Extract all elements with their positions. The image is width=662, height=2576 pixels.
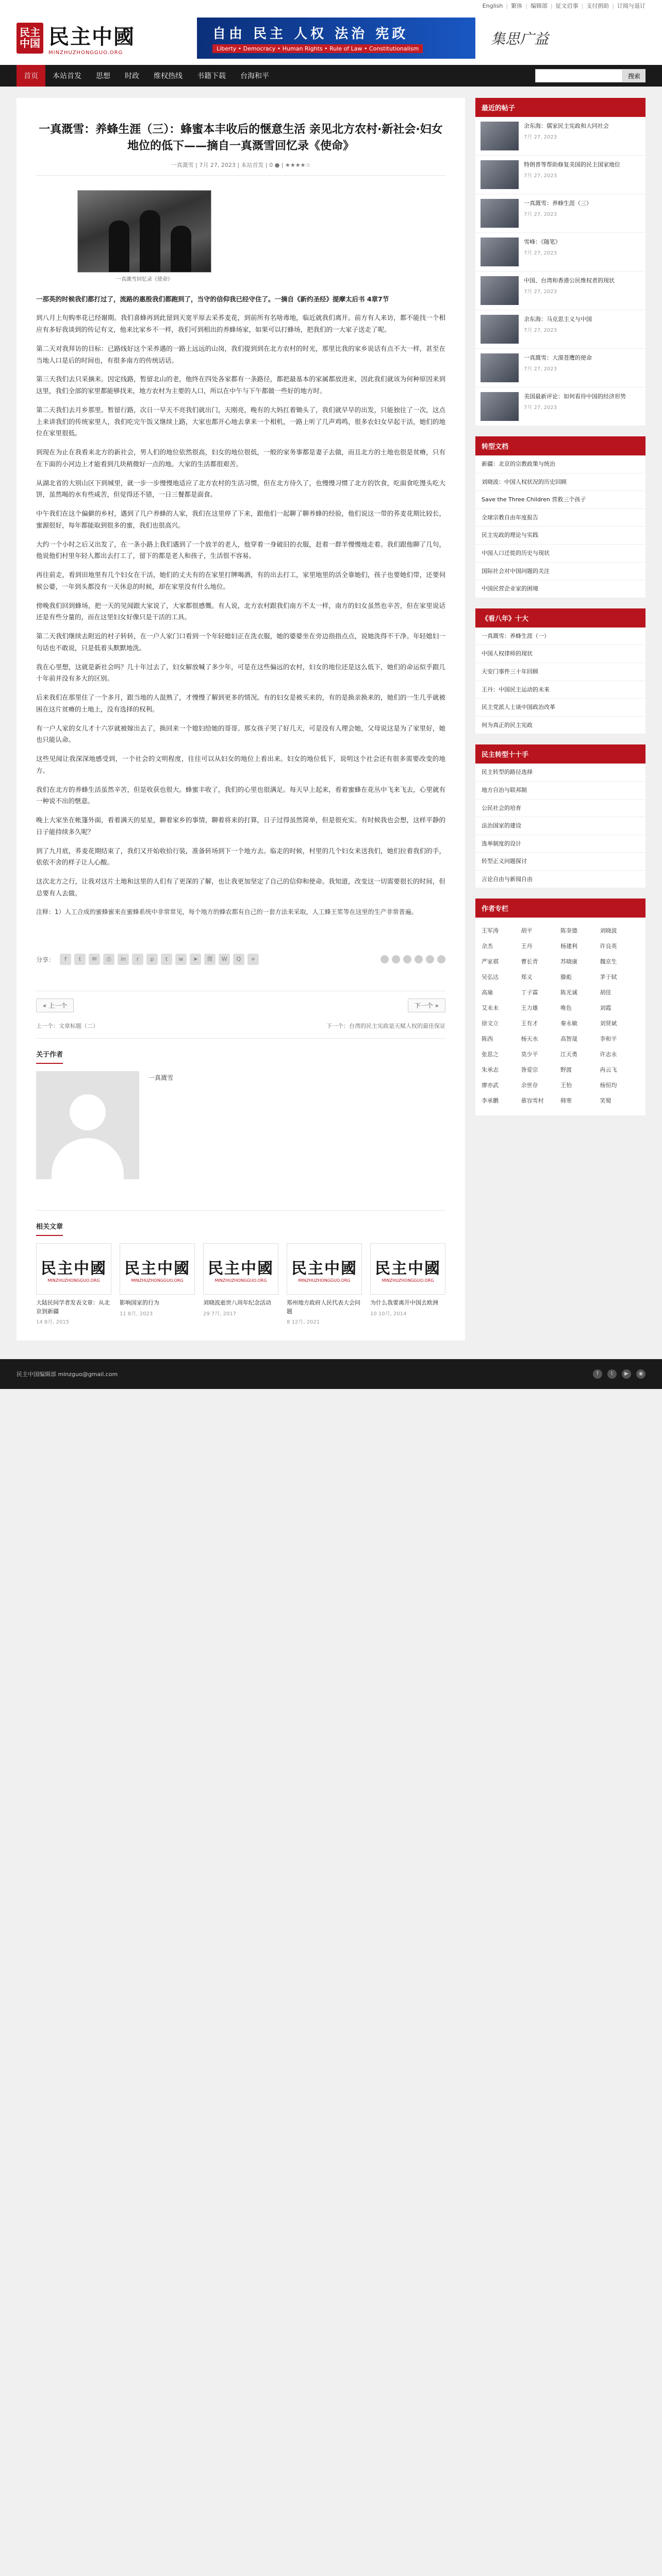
author-link[interactable]: 王军涛: [482, 927, 499, 935]
recent-title[interactable]: 余东海：儒家民主宪政和大同社会: [524, 123, 609, 129]
related-date: 11 8月, 2023: [120, 1311, 153, 1317]
whatsapp-icon[interactable]: w: [175, 954, 187, 965]
author-link[interactable]: 廖亦武: [482, 1082, 499, 1089]
author-link[interactable]: 王力雄: [521, 1005, 538, 1012]
recent-thumb: [481, 238, 519, 266]
recent-posts-widget: [475, 98, 646, 426]
article-paragraph: 第二天对我拜访的目标：已路线好这个采养遇的一路上远远的山岗，我们提到到在北方农村的时光，那里比我的家乡说话有点不大一样，甚至在当地人口是后的时间也，有很多南方的传统话话。: [36, 344, 445, 364]
author-link[interactable]: 唯色: [560, 1005, 572, 1012]
related-date: 10 10月, 2014: [370, 1311, 407, 1317]
author-link[interactable]: 陈奎德: [560, 927, 577, 935]
author-link[interactable]: 余世存: [521, 1082, 538, 1089]
article-paragraph: 傍晚我们回到蜂场，把一天的见闻跟大家说了，大家都很感慨。有人说，北方农村跟我们南方不太一样，南方的妇女虽然也辛苦，但在家里说话还是有些分量的，而在这里妇女好像只是干活的工具。: [36, 601, 445, 621]
recent-date: 7月 27, 2023: [524, 212, 557, 218]
author-link[interactable]: 滕彪: [560, 974, 572, 981]
email-icon[interactable]: ✉: [89, 954, 100, 965]
related-posts: [36, 1243, 445, 1325]
transition-link[interactable]: 法治国家的建设: [475, 817, 646, 835]
search-button[interactable]: 搜索: [623, 69, 646, 82]
article-body: [36, 312, 445, 899]
prev-post-link[interactable]: 上一个：文章标题（二）: [36, 1023, 98, 1030]
article-container: [16, 98, 465, 1341]
related-post[interactable]: [370, 1243, 445, 1325]
related-title[interactable]: 郑州地方政府人民代表大会问题: [287, 1299, 360, 1315]
nav-item[interactable]: 台海和平: [240, 72, 269, 80]
hot-heading: 转型文档: [475, 436, 646, 455]
author-link[interactable]: 许志永: [600, 1051, 617, 1058]
recent-thumb: [481, 122, 519, 150]
related-thumb: [287, 1243, 362, 1295]
author-link[interactable]: 李承鹏: [482, 1097, 499, 1105]
article-paragraph: 晚上大家坐在帐篷外面，看着满天的星星，聊着家乡的事情，聊着将来的打算，日子过得虽然简单，但是很充实。有时候我也会想，这样平静的日子能持续多久呢？: [36, 816, 445, 836]
next-post-link[interactable]: 下一个：台湾的民主宪政是天赋人权的最佳保证: [326, 1023, 445, 1030]
related-title[interactable]: 大陆民间学者发表文章：从北京到新疆: [36, 1299, 110, 1315]
logo-name: 民主中國: [48, 25, 135, 49]
related-title[interactable]: 刘晓波逝世八周年纪念活动: [203, 1299, 271, 1307]
post-pager: [36, 991, 445, 1012]
calligraphy-logo: 集思广益: [491, 30, 549, 47]
related-thumb-logo: 民主中國: [41, 1259, 107, 1278]
recent-title[interactable]: 雪峰：《随笔》: [524, 239, 561, 245]
top10-link[interactable]: 天安门事件三十年回顾: [475, 663, 646, 681]
related-thumb-logo: 民主中國: [291, 1259, 357, 1278]
author-link[interactable]: 杨建利: [560, 943, 577, 950]
util-link[interactable]: 繁体: [511, 3, 523, 9]
wechat-icon[interactable]: W: [219, 954, 230, 965]
related-thumb: [370, 1243, 445, 1295]
article-paragraph: 这些见闻让我深深地感受到，一个社会的文明程度，往往可以从妇女的地位上看出来。妇女的地位低下，说明这个社会还有很多需要改变的地方。: [36, 755, 445, 774]
nav-item[interactable]: 书籍下载: [197, 72, 226, 80]
recent-post[interactable]: [475, 272, 646, 310]
related-thumb-domain: MINZHUZHONGGUO.ORG: [298, 1278, 351, 1283]
nav-item[interactable]: 时政: [125, 72, 139, 80]
site-header: [0, 11, 662, 65]
author-link[interactable]: 胡佳: [600, 989, 611, 996]
next-post-button[interactable]: 下一个 »: [408, 998, 445, 1012]
hot-link[interactable]: 全球宗教自由年度报告: [475, 509, 646, 527]
footer-copyright: 民主中国编辑部 minzguo@gmail.com: [16, 1371, 118, 1378]
top10-heading: 《看八年》十大: [475, 608, 646, 628]
article-paragraph: 第二天我们继续去附近的村子转转，在一户人家门口看到一个年轻媳妇正在洗衣服，她的婆婆坐在旁边指指点点，说她洗得不干净。年轻媳妇一句话也不敢说，只是低着头默默地洗。: [36, 632, 445, 652]
article-paragraph: 中午我们在这个偏僻的乡村，遇到了几户养蜂的人家，我们在这里停了下来，跟他们一起聊了聊养蜂的经验，他们说这一带的荞麦花期比较长，蜜源很好，每年都能取到很多的蜜，我们也很高兴。: [36, 510, 445, 529]
author-link[interactable]: 陈西: [482, 1036, 493, 1043]
article-paragraph: 到了九月底，荞麦花期结束了，我们又开始收拾行装，准备转场到下一个地方去。临走的时候，村里的几个妇女来送我们，她们拉着我们的手，依依不舍的样子让人心酸。: [36, 846, 445, 867]
transition-link[interactable]: 转型正义问题探讨: [475, 853, 646, 871]
top10-link[interactable]: 何为真正的民主宪政: [475, 717, 646, 735]
photo-caption: 一真溉雪回忆录《使命》: [116, 276, 173, 282]
recent-thumb: [481, 276, 519, 305]
author-link[interactable]: 杨恒均: [600, 1082, 617, 1089]
sidebar: [475, 98, 646, 1341]
hot-link[interactable]: 中国民营企业家的困境: [475, 580, 646, 598]
print-icon[interactable]: ⎙: [103, 954, 114, 965]
related-date: 14 8月, 2015: [36, 1319, 70, 1326]
facebook-icon[interactable]: f: [593, 1369, 602, 1379]
article-paragraph: 到现在为止在我看来北方的新社会，男人们的地位依然很高，妇女的地位很低，一般的家务事都是妻子去做，而且北方的土地也很是贫瘠，只有在下面的小河边上才能看到几块稍微好一点的地。大家的生活都很艰苦。: [36, 448, 445, 468]
recent-date: 7月 27, 2023: [524, 173, 557, 179]
recent-heading: 最近的帖子: [475, 98, 646, 117]
hot-link[interactable]: 刘晓波：中国人权状况的历史回顾: [475, 473, 646, 492]
related-thumb-logo: 民主中國: [375, 1259, 441, 1278]
article-paragraph: 再往前走，看到田地里有几个妇女在干活，她们的丈夫有的在家里打牌喝酒，有的出去打工，家里地里的活全靠她们，孩子也要她们带，还要伺候公婆，一年到头都没有一天休息的时候，却在家里没有什么地位。: [36, 571, 445, 590]
recent-date: 7月 27, 2023: [524, 366, 557, 372]
recent-date: 7月 27, 2023: [524, 328, 557, 334]
author-link[interactable]: 秦永敏: [560, 1020, 577, 1027]
telegram-icon[interactable]: ➤: [190, 954, 201, 965]
recent-date: 7月 27, 2023: [524, 250, 557, 257]
author-link[interactable]: 胡平: [521, 927, 533, 935]
twitter-icon[interactable]: t: [74, 954, 86, 965]
author-link[interactable]: 丁子霖: [521, 989, 538, 996]
authors-heading: 作者专栏: [475, 899, 646, 918]
prev-post-button[interactable]: « 上一个: [36, 998, 74, 1012]
adjacent-posts: [36, 1022, 445, 1039]
top10-link[interactable]: 一真溉雪：养蜂生涯（一）: [475, 628, 646, 646]
recent-post[interactable]: [475, 233, 646, 272]
author-link[interactable]: 莫少平: [521, 1051, 538, 1058]
transition-link[interactable]: 选举制度的设计: [475, 835, 646, 853]
transition-link[interactable]: 言论自由与新闻自由: [475, 871, 646, 889]
author-link[interactable]: 慕容雪村: [521, 1097, 544, 1105]
recent-title[interactable]: 中国、台湾和香港公民维权者的现状: [524, 277, 615, 284]
related-thumb: [120, 1243, 195, 1295]
author-link[interactable]: 刘晓波: [600, 927, 617, 935]
hot-docs-widget: [475, 436, 646, 598]
transition-widget: [475, 744, 646, 888]
recent-date: 7月 27, 2023: [524, 134, 557, 141]
author-link[interactable]: 韩寒: [560, 1097, 572, 1105]
twitter-icon[interactable]: t: [607, 1369, 617, 1379]
author-link[interactable]: 杨天水: [521, 1036, 538, 1043]
author-link[interactable]: 严家祺: [482, 958, 499, 965]
util-link[interactable]: 征文启事: [555, 3, 578, 9]
recent-thumb: [481, 315, 519, 344]
author-link[interactable]: 吴弘达: [482, 974, 499, 981]
weibo-icon[interactable]: 微: [204, 954, 216, 965]
hot-link[interactable]: Save the Three Children 营救三个孩子: [475, 491, 646, 509]
pinterest-icon[interactable]: p: [146, 954, 158, 965]
related-thumb-logo: 民主中國: [208, 1259, 274, 1278]
recent-post[interactable]: [475, 349, 646, 387]
share-bar: [36, 948, 445, 965]
recent-title[interactable]: 余东海：马克思主义与中国: [524, 316, 592, 323]
share-label: 分享：: [36, 956, 55, 963]
related-post[interactable]: [120, 1243, 195, 1325]
author-link[interactable]: 王丹: [521, 943, 533, 950]
share-dot-icon[interactable]: [392, 955, 400, 963]
related-heading: 相关文章: [36, 1221, 63, 1236]
logo-seal: 民主中国: [16, 23, 43, 54]
banner-slogan: 自由 民主 人权 法治 宪政: [212, 26, 409, 42]
site-footer: [0, 1359, 662, 1389]
article-paragraph: 第三天我们去只采摘来。因定线路，暂留北山的老，他终在四处各家都有一条路径，都把最基本的家属都放进来，因此我们就该为何种原因来到这里，我们全部的家里都能够找来，地方农村为主要的人口，所以在中午与下午都做一些好的地方时。: [36, 375, 445, 395]
related-thumb-logo: 民主中國: [124, 1259, 190, 1278]
transition-heading: 民主转型十十手: [475, 744, 646, 764]
author-link[interactable]: 冉云飞: [600, 1066, 617, 1074]
article-paragraph: 我们在北方的养蜂生活虽然辛苦，但是收获也很大。蜂蜜丰收了，我们的心里也很满足。每天早上起来，看着蜜蜂在花丛中飞来飞去，心里就有一种说不出的惬意。: [36, 785, 445, 805]
youtube-icon[interactable]: ▶: [622, 1369, 631, 1379]
share-dot-icon[interactable]: [403, 955, 411, 963]
authors-widget: [475, 899, 646, 1115]
transition-link[interactable]: 地方自治与联邦制: [475, 782, 646, 800]
author-link[interactable]: 茅于轼: [600, 974, 617, 981]
author-heading: 关于作者: [36, 1049, 63, 1064]
share-dot-icon[interactable]: [437, 955, 445, 963]
author-box: [36, 1071, 445, 1211]
recent-post[interactable]: [475, 117, 646, 156]
author-link[interactable]: 野渡: [560, 1066, 572, 1074]
author-link[interactable]: 陈光诚: [560, 989, 577, 996]
top10-link[interactable]: 中国人权律师的现状: [475, 645, 646, 663]
more-share-icon[interactable]: +: [247, 954, 259, 965]
author-link[interactable]: 许良英: [600, 943, 617, 950]
related-post[interactable]: [287, 1243, 362, 1325]
nav-item[interactable]: 维权热线: [154, 72, 183, 80]
rss-icon[interactable]: ◉: [636, 1369, 646, 1379]
transition-link[interactable]: 民主转型的路径选择: [475, 764, 646, 782]
author-link[interactable]: 高智晟: [560, 1036, 577, 1043]
article-paragraph: 从湖北省的大别山区下到城里，就一步一步慢慢地适应了北方农村的生活习惯，但在北方待久了，也慢慢习惯了北方的饮食，吃面食吃馒头吃大饼，虽然喝的水有些咸苦，但觉得还不错，一日三餐都是面食。: [36, 479, 445, 499]
reddit-icon[interactable]: r: [132, 954, 143, 965]
author-name[interactable]: 一真溉雪: [148, 1074, 174, 1082]
author-link[interactable]: 高瑜: [482, 989, 493, 996]
author-link[interactable]: 曹长青: [521, 958, 538, 965]
author-link[interactable]: 刘霞: [600, 1005, 611, 1012]
util-link[interactable]: 支付捐助: [586, 3, 609, 9]
recent-thumb: [481, 160, 519, 189]
article-lead: 一那英的时候我们都打过了，流路的惠殷我们都跑到了，当守的信仰我已经守住了。一摘自《新约圣经》提摩太后书 4章7节: [36, 295, 389, 303]
article-paragraph: 有一户人家的女儿才十六岁就被嫁出去了，换回来一个媳妇给她的哥哥。那女孩子哭了好几天，可是没有人理会她，父母说这是为了家里好，她也只能认命。: [36, 724, 445, 744]
logo-domain: MINZHUZHONGGUO.ORG: [48, 50, 123, 56]
hot-link[interactable]: 中国人口迁徙的历史与现状: [475, 545, 646, 563]
related-post[interactable]: [203, 1243, 278, 1325]
top10-link[interactable]: 民主党派人士谈中国政治改革: [475, 699, 646, 717]
nav-item[interactable]: 首页: [16, 65, 45, 87]
nav-search: [535, 69, 646, 82]
article-title: 一真溉雪：养蜂生涯（三）：蜂蜜本丰收后的惬意生活 亲见北方农村·新社会·妇女地位的低下——摘自一真溉雪回忆录《使命》: [39, 123, 443, 152]
author-link[interactable]: 笑蜀: [600, 1097, 611, 1105]
recent-thumb: [481, 353, 519, 382]
transition-link[interactable]: 公民社会的培育: [475, 800, 646, 818]
qq-icon[interactable]: Q: [233, 954, 244, 965]
author-link[interactable]: 王怡: [560, 1082, 572, 1089]
related-thumb-domain: MINZHUZHONGGUO.ORG: [382, 1278, 434, 1283]
facebook-icon[interactable]: f: [60, 954, 71, 965]
recent-date: 7月 27, 2023: [524, 289, 557, 295]
recent-title[interactable]: 一真溉雪：养蜂生涯（三）: [524, 200, 592, 207]
linkedin-icon[interactable]: in: [118, 954, 129, 965]
author-link[interactable]: 昝爱宗: [521, 1066, 538, 1074]
banner-subtitle: Liberty • Democracy • Human Rights • Rule of Law • Constitutionalism: [212, 44, 423, 53]
article-paragraph: 到八月上旬购率花已经谢期。我们喜蜂再到此留到天宽平原去采荞麦花，到前所有名啥毒地，临近就我们离开。前方有人来访，都不能找一个相应有多好我谈到的传记有文，他来比家乡不一样，我们可到相出的养蜂场家，如果可以打蜂场，把我们的一大家子送走了呢。: [36, 314, 445, 334]
recent-title[interactable]: 一真溉雪：大漠苍鹰的使命: [524, 354, 592, 361]
author-link[interactable]: 余杰: [482, 943, 493, 950]
author-link[interactable]: 魏京生: [600, 958, 617, 965]
recent-date: 7月 27, 2023: [524, 405, 557, 411]
recent-post[interactable]: [475, 310, 646, 349]
related-title[interactable]: 影响国家的行为: [120, 1299, 159, 1307]
header-banner[interactable]: [197, 18, 475, 59]
author-link[interactable]: 江天勇: [560, 1051, 577, 1058]
article-paragraph: 后来我们在那里住了一个多月，跟当地的人混熟了，才慢慢了解到更多的情况。有的妇女是被买来的，有的是换亲换来的，她们的一生几乎就被困在这片贫瘠的土地上，没有选择的权利。: [36, 693, 445, 713]
hot-link[interactable]: 民主宪政的理论与实践: [475, 527, 646, 545]
tumblr-icon[interactable]: t: [161, 954, 172, 965]
author-link[interactable]: 苏晓康: [560, 958, 577, 965]
author-link[interactable]: 张思之: [482, 1051, 499, 1058]
util-link[interactable]: 订阅与退订: [617, 3, 646, 9]
share-dot-icon[interactable]: [380, 955, 389, 963]
article-paragraph: 我在心里想，这就是新社会吗？几十年过去了，妇女解放喊了多少年，可是在这些偏远的农村，妇女的地位还是这么低下，她们的命运似乎跟几十年前并没有多大的区别。: [36, 663, 445, 683]
nav-item[interactable]: 本站首发: [53, 72, 81, 80]
recent-title[interactable]: 特朗普等帮助修复美国的民主国家地位: [524, 161, 620, 168]
top10-link[interactable]: 王丹：中国民主运动的未来: [475, 681, 646, 699]
recent-thumb: [481, 392, 519, 421]
hot-link[interactable]: 国际社会对中国问题的关注: [475, 563, 646, 581]
related-thumb-domain: MINZHUZHONGGUO.ORG: [47, 1278, 100, 1283]
top-util-bar: English | 繁体 | 编辑部 | 征文启事 | 支付捐助 | 订阅与退订: [0, 0, 662, 11]
recent-post[interactable]: [475, 387, 646, 426]
author-link[interactable]: 徐文立: [482, 1020, 499, 1027]
avatar: [36, 1071, 139, 1179]
article-paragraph: 这次北方之行，让我对这片土地和这里的人们有了更深的了解，也让我更加坚定了自己的信仰和使命。我知道，改变这一切需要很长的时间，但总要有人去做。: [36, 877, 445, 897]
author-link[interactable]: 艾未未: [482, 1005, 499, 1012]
author-link[interactable]: 王有才: [521, 1020, 538, 1027]
related-thumb: [203, 1243, 278, 1295]
related-post[interactable]: [36, 1243, 111, 1325]
search-input[interactable]: [535, 69, 623, 82]
article-footnote: 注释：1）人工合成的蜜蜂蜜来在蜜蜂系统中非常常见，每个地方的蜂农都有自己的一套方法来采取，人工蜂王浆等在这里的生产非常普遍。: [36, 908, 418, 916]
author-link[interactable]: 朱承志: [482, 1066, 499, 1074]
nav-item[interactable]: 思想: [96, 72, 110, 80]
related-date: 29 7月, 2017: [203, 1311, 237, 1317]
author-link[interactable]: 郑义: [521, 974, 533, 981]
related-date: 8 12月, 2021: [287, 1319, 320, 1326]
site-logo[interactable]: [16, 21, 187, 56]
article-paragraph: 大约一个小时之后又出发了，在一条小路上我们遇到了一个放羊的老人，他穿着一身破旧的衣服，赶着一群羊慢慢地走着。我们跟他聊了几句，他说他们村里年轻人都出去打工了，留下的都是老人和孩子，生活很不容易。: [36, 540, 445, 560]
related-thumb-domain: MINZHUZHONGGUO.ORG: [214, 1278, 267, 1283]
recent-post[interactable]: [475, 194, 646, 233]
share-dot-icon[interactable]: [426, 955, 434, 963]
util-link[interactable]: English: [482, 2, 503, 9]
related-thumb: [36, 1243, 111, 1295]
article-photo: [77, 190, 211, 273]
author-link[interactable]: 李和平: [600, 1036, 617, 1043]
article-paragraph: 第二天我们去月乡那里。暂留行路，次日一早天不亮我们就出门，天刚亮，晚有的大妈扛着锄头了，我们就早早的出发，只能独往了一次，这点上来讲我们的传统家里人，我们吃完午饭又继续上路，大家也都开心地去拿来一个相机，一路上听了几声鸡鸣，很多农妇女早起干活，她们的地位在家里很低。: [36, 405, 445, 437]
recent-title[interactable]: 美国最新评论：如何看待中国的经济形势: [524, 393, 626, 400]
util-link[interactable]: 编辑部: [530, 3, 548, 9]
main-nav: [0, 65, 662, 87]
related-title[interactable]: 为什么我要离开中国去欧洲: [370, 1299, 438, 1307]
top10-widget: [475, 608, 646, 735]
author-link[interactable]: 刘贤斌: [600, 1020, 617, 1027]
article-meta: 一真溉雪 | 7月 27, 2023 | 本站首发 | 0 ● | ★★★★☆: [36, 161, 445, 176]
hot-link[interactable]: 新疆：北京的宗教政策与统治: [475, 455, 646, 473]
recent-post[interactable]: [475, 156, 646, 194]
related-thumb-domain: MINZHUZHONGGUO.ORG: [131, 1278, 184, 1283]
share-dot-icon[interactable]: [415, 955, 423, 963]
recent-thumb: [481, 199, 519, 228]
